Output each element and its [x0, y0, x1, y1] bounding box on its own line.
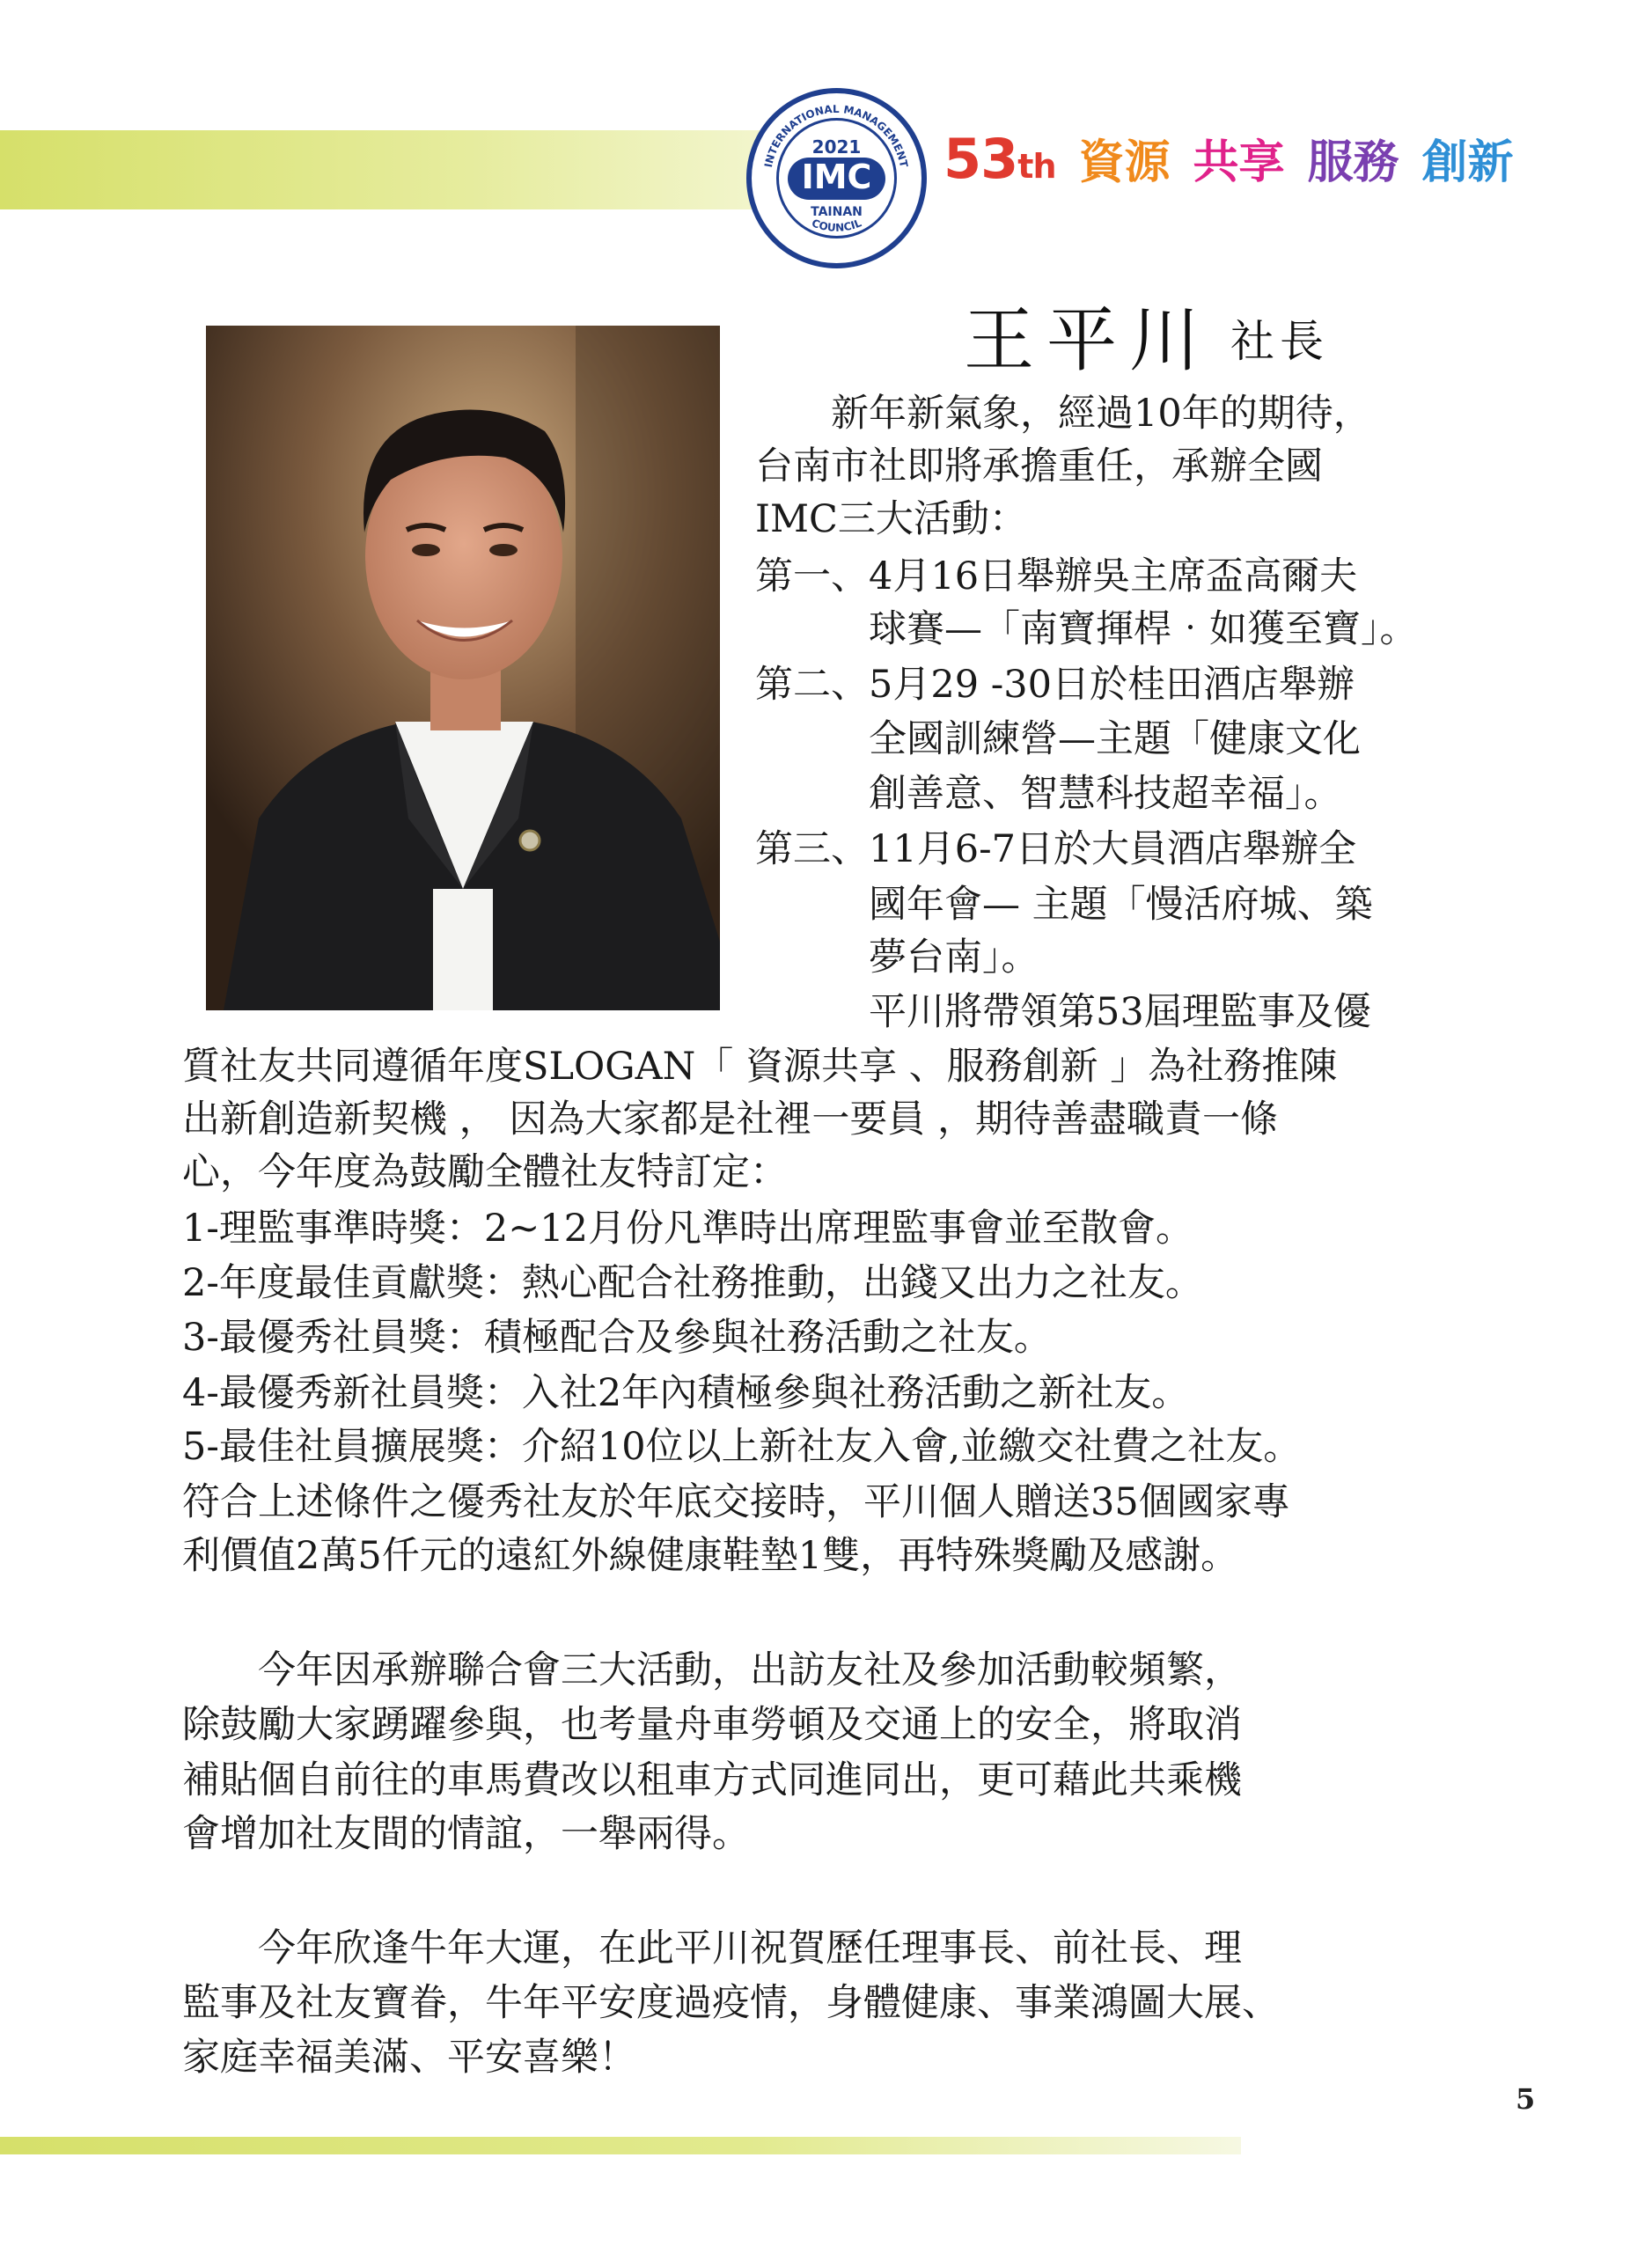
logo-inner-circle: [776, 118, 897, 239]
award-item-5: 5-最佳社員擴展獎：介紹10位以上新社友入會,並繳交社費之社友。: [182, 1425, 1302, 1469]
intro-line-6: 第二、5月29 -30日於桂田酒店舉辦: [755, 663, 1355, 707]
logo-year: 2021: [811, 136, 862, 158]
intro-line-7: 全國訓練營—主題「健康文化: [755, 717, 1361, 761]
intro-line-1: 新年新氣象，經過10年的期待，: [755, 392, 1371, 436]
slogan-edition: 53th: [943, 127, 1056, 191]
svg-text:COUNCIL: COUNCIL: [810, 216, 863, 234]
body-line-9: 符合上述條件之優秀社友於年底交接時，平川個人贈送35個國家專: [182, 1480, 1290, 1524]
intro-line-5: 球賽—「南寶揮桿‧如獲至寶」。: [755, 607, 1418, 651]
body-line-1: 質社友共同遵循年度SLOGAN「 資源共享 、服務創新 」為社務推陳: [182, 1045, 1338, 1089]
footer-decor-band: [0, 2137, 1241, 2154]
slogan-word-3: 服務: [1307, 136, 1399, 189]
award-item-1: 1-理監事準時獎：2~12月份凡準時出席理監事會並至散會。: [182, 1207, 1193, 1251]
header-decor-band: [0, 130, 783, 209]
slogan: [943, 125, 1514, 195]
logo-imc-badge: IMC: [788, 158, 885, 200]
award-item-3: 3-最優秀社員獎：積極配合及參與社務活動之社友。: [182, 1316, 1052, 1360]
body-line-10: 利價值2萬5仟元的遠紅外線健康鞋墊1雙，再特殊獎勵及感謝。: [182, 1534, 1239, 1578]
para2-line-4: 會增加社友間的情誼，一舉兩得。: [182, 1812, 750, 1856]
person-title: 社長: [1230, 316, 1329, 367]
imc-logo: [746, 88, 927, 268]
para2-line-2: 除鼓勵大家踴躍參與，也考量舟車勞頓及交通上的安全，將取消: [182, 1703, 1242, 1747]
body-line-3: 心，今年度為鼓勵全體社友特訂定：: [182, 1150, 788, 1194]
award-item-2: 2-年度最佳貢獻獎：熱心配合社務推動，出錢又出力之社友。: [182, 1261, 1203, 1305]
para3-line-3: 家庭幸福美滿、平安喜樂！: [182, 2036, 636, 2080]
body-line-2: 出新創造新契機 ， 因為大家都是社裡一要員 ，期待善盡職責一條: [182, 1097, 1279, 1141]
person-name: 王平川: [964, 299, 1212, 381]
para3-line-1: 今年欣逢牛年大運，在此平川祝賀歷任理事長、前社長、理: [182, 1926, 1242, 1970]
intro-line-4: 第一、4月16日舉辦吳主席盃高爾夫: [755, 554, 1358, 598]
portrait-illustration: [206, 326, 720, 1010]
svg-text:INTERNATIONAL MANAGEMENT: INTERNATIONAL MANAGEMENT: [762, 102, 911, 169]
intro-line-12: 平川將帶領第53屆理監事及優: [755, 990, 1371, 1034]
intro-line-3: IMC三大活動：: [755, 497, 1027, 541]
slogan-word-4: 創新: [1421, 136, 1514, 189]
slogan-word-1: 資源: [1078, 136, 1171, 189]
para3-line-2: 監事及社友寶眷，牛年平安度過疫情，身體健康、事業鴻圖大展、: [182, 1981, 1280, 2025]
intro-line-11: 夢台南」。: [755, 936, 1039, 980]
intro-line-2: 台南市社即將承擔重任，承辦全國: [755, 444, 1323, 488]
page-number: 5: [1516, 2082, 1536, 2116]
para2-line-3: 補貼個自前往的車馬費改以租車方式同進同出，更可藉此共乘機: [182, 1758, 1242, 1802]
award-item-4: 4-最優秀新社員獎：入社2年內積極參與社務活動之新社友。: [182, 1371, 1190, 1415]
intro-line-9: 第三、11月6-7日於大員酒店舉辦全: [755, 827, 1356, 871]
intro-line-10: 國年會— 主題「慢活府城、築: [755, 883, 1373, 927]
logo-city: TAINAN: [811, 205, 863, 219]
slogan-word-2: 共享: [1193, 136, 1285, 189]
para2-line-1: 今年因承辦聯合會三大活動，出訪友社及參加活動較頻繁，: [182, 1648, 1242, 1692]
intro-line-8: 創善意、智慧科技超幸福」。: [755, 772, 1342, 816]
portrait-photo: [206, 326, 720, 1010]
